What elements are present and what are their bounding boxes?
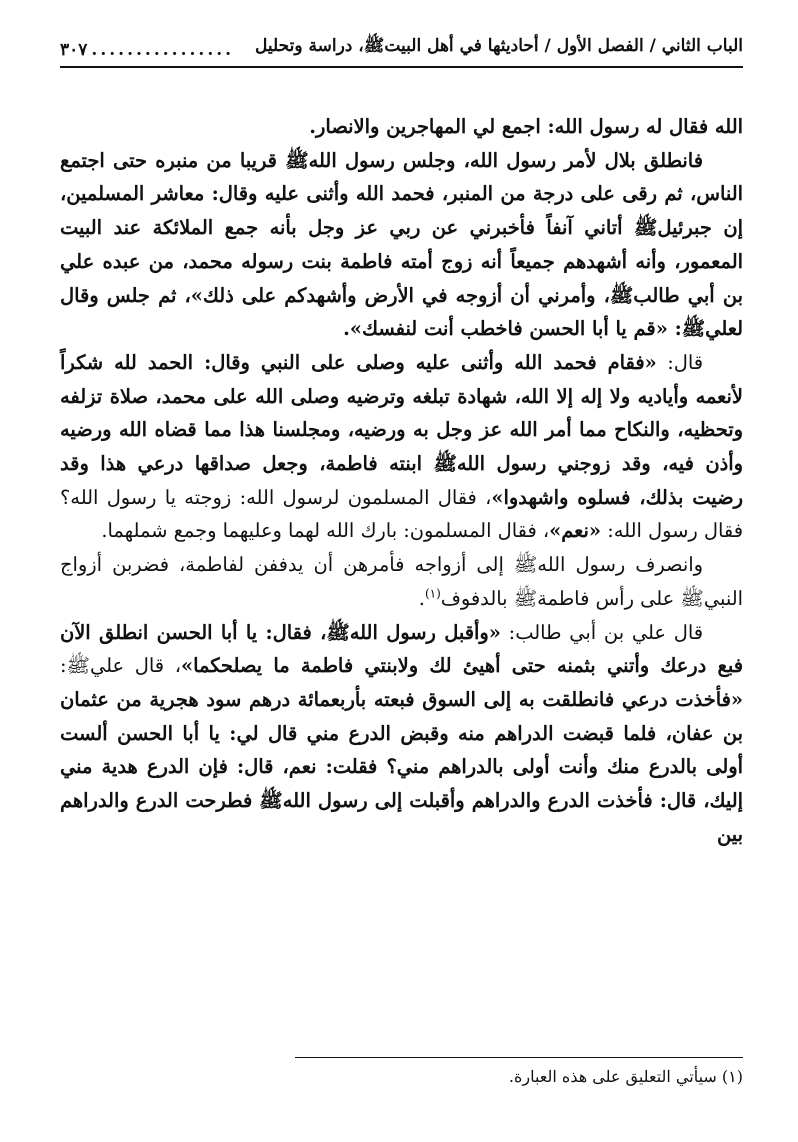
body-text xyxy=(60,110,743,851)
text-run: قال علي بن أبي طالب: xyxy=(500,620,703,644)
text-run: وانصرف رسول اللهﷺ إلى أزواجه فأمرهن أن يدففن لفاطمة، فضربن أزواج النبيﷺ على رأس فاطمةﷺ بالدفوف xyxy=(60,553,743,610)
paragraph xyxy=(60,110,743,144)
bold-text-run: «فأخذت درعي فانطلقت به إلى السوق فبعته بأربعمائة درهم سود هجرية من عثمان بن عفان، فلما قبضت الدراهم منه وقبض الدرع مني قال لي: يا أبا الحسن ألست أولى بالدرع منك وأنت أولى بالدراهم مني؟ فقلت: نعم، قال: فإن الدرع هدية مني إليك، قال: فأخذت الدرع والدراهم وأقبلت إلى رسول اللهﷺ فطرحت الدرع والدراهم بين xyxy=(60,687,743,846)
text-run: ، فقال المسلمون لرسول الله: زوجته يا رسول الله؟ فقال رسول الله: xyxy=(60,485,743,543)
bold-text-run: فانطلق بلال لأمر رسول الله، وجلس رسول اللهﷺ قريبا من منبره حتى اجتمع الناس، ثم رقى على درجة من المنبر، فحمد الله وأثنى عليه وقال: معاشر المسلمين، إن جبرئيلﷺ أتاني آنفاً فأخبرني عن ربي عز وجل بأنه جمع الملائكة عند البيت المعمور، وأنه أشهدهم جميعاً أنه زوج أمته فاطمة بنت رسوله محمد، من عبده علي بن أبي طالبﷺ، وأمرني أن أزوجه في الأرض وأشهدكم على ذلك»، ثم جلس وقال لعليﷺ: «قم يا أبا الحسن فاخطب أنت لنفسك». xyxy=(60,148,743,341)
bold-text-run: «فقام فحمد الله وأثنى عليه وصلى على النبي وقال: الحمد لله شكراً لأنعمه وأياديه ولا إله إلا الله، شهادة تبلغه وترضيه وصلى الله على محمد، صلاة تزلفه وتحظيه، والنكاح مما أمر الله عز وجل به ورضيه، ومجلسنا هذا مما قضاه الله ورضيه وأذن فيه، وقد زوجني رسول اللهﷺ ابنته فاطمة، وجعل صداقها درعي هذا وقد رضيت بذلك، فسلوه واشهدوا» xyxy=(60,350,743,509)
footnote-divider xyxy=(295,1057,743,1058)
paragraph xyxy=(60,616,743,852)
header-title: الباب الثاني / الفصل الأول / أحاديثها في أهل البيتﷺ، دراسة وتحليل xyxy=(255,36,743,56)
text-run: قال: xyxy=(656,350,704,374)
text-run: . xyxy=(418,586,425,610)
paragraph xyxy=(60,548,743,615)
header-divider xyxy=(60,66,743,68)
text-run: ، فقال المسلمون: بارك الله لهما وعليهما وجمع شملهما. xyxy=(101,519,550,543)
running-header xyxy=(60,30,743,60)
footnote-reference[interactable]: (١) xyxy=(424,586,441,601)
bold-text-run: «وأقبل رسول اللهﷺ، فقال: يا أبا الحسن انطلق الآن فبع درعك وأتني بثمنه حتى أهيئ لك ولابنتي فاطمة ما يصلحكما» xyxy=(60,620,743,678)
bold-text-run: الله فقال له رسول الله: اجمع لي المهاجرين والانصار. xyxy=(309,115,743,138)
paragraph xyxy=(60,144,743,346)
header-leader-dots: ................ xyxy=(91,40,235,60)
page-number: ٣٠٧ xyxy=(60,40,88,60)
paragraph xyxy=(60,346,743,548)
footnote: (١) سيأتي التعليق على هذه العبارة. xyxy=(508,1067,743,1086)
bold-text-run: «نعم» xyxy=(549,519,602,543)
text-run: ، قال عليﷺ: xyxy=(60,654,181,678)
